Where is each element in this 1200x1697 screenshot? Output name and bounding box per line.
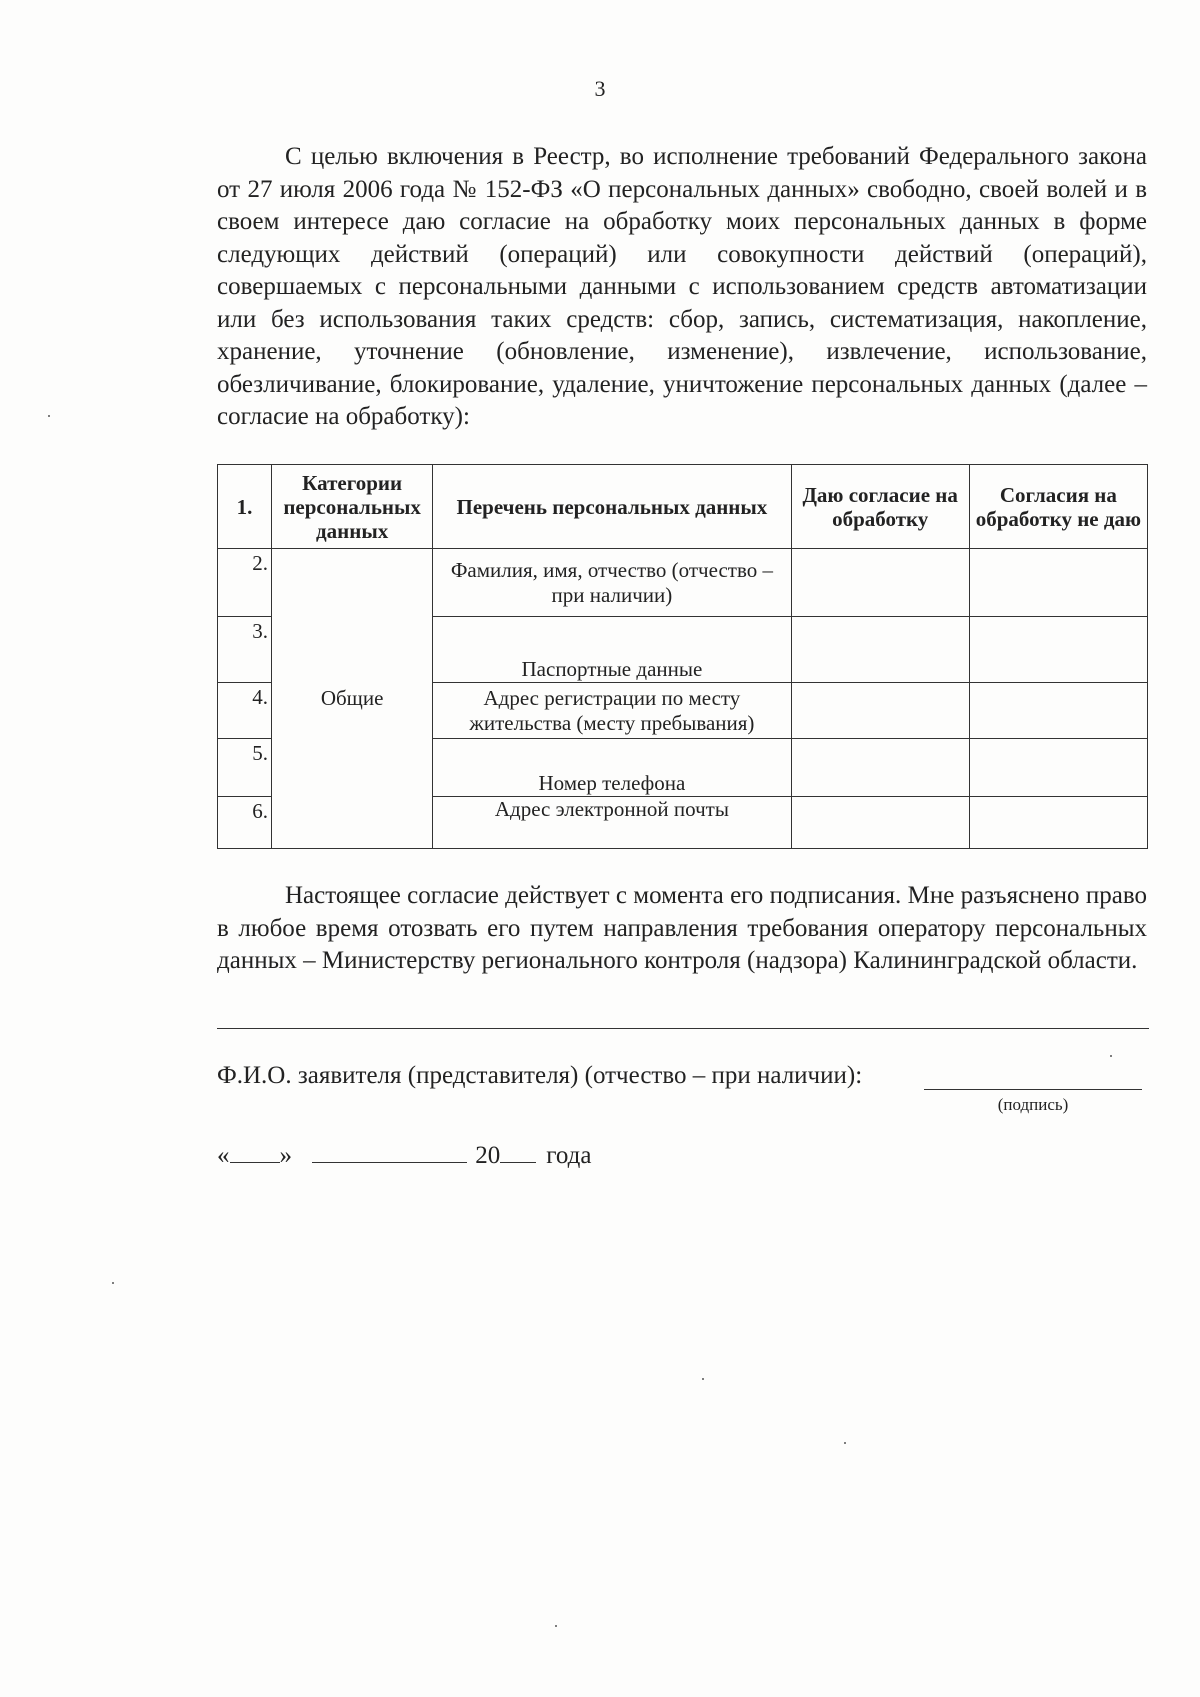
data-item: Фамилия, имя, отчество (отчество – при наличии) — [433, 549, 791, 617]
row-number: 6. — [218, 797, 272, 849]
fio-label: Ф.И.О. заявителя (представителя) (отчество – при наличии): — [217, 1062, 863, 1089]
data-item: Номер телефона — [433, 739, 791, 797]
agree-cell[interactable] — [791, 683, 969, 739]
table-row — [218, 549, 1148, 617]
data-item: Паспортные данные — [433, 617, 791, 683]
header-disagree: Согласия на обработку не даю — [969, 465, 1147, 549]
date-field — [217, 1140, 591, 1170]
category-cell: Общие — [272, 549, 433, 849]
header-num: 1. — [218, 465, 272, 549]
day-blank[interactable] — [230, 1140, 280, 1163]
scan-speck — [48, 415, 50, 417]
closing-paragraph: Настоящее согласие действует с момента его подписания. Мне разъяснено право в любое время отозвать его путем направления требования оператору персональных данных – Министерству регионального контроля (надзора) Калининградской области. — [217, 882, 1147, 974]
year-blank[interactable] — [500, 1140, 536, 1163]
disagree-cell[interactable] — [969, 683, 1147, 739]
page-number: 3 — [594, 76, 606, 101]
disagree-cell[interactable] — [969, 739, 1147, 797]
scan-speck — [702, 1378, 704, 1380]
date-close-quote: » — [279, 1142, 292, 1169]
row-number: 4. — [218, 683, 272, 739]
disagree-cell[interactable] — [969, 797, 1147, 849]
agree-cell[interactable] — [791, 739, 969, 797]
month-blank[interactable] — [312, 1140, 467, 1163]
header-agree: Даю согласие на обработку — [791, 465, 969, 549]
agree-cell[interactable] — [791, 617, 969, 683]
header-list: Перечень персональных данных — [433, 465, 791, 549]
data-item: Адрес регистрации по месту жительства (месту пребывания) — [433, 683, 791, 739]
table-header-row — [218, 465, 1148, 549]
disagree-cell[interactable] — [969, 617, 1147, 683]
signature-caption: (подпись) — [997, 1095, 1069, 1114]
signature-field[interactable] — [924, 1089, 1142, 1090]
scan-speck — [555, 1625, 557, 1627]
disagree-cell[interactable] — [969, 549, 1147, 617]
row-number: 2. — [218, 549, 272, 617]
personal-data-table — [217, 464, 1148, 849]
date-open-quote: « — [217, 1142, 230, 1169]
date-suffix: года — [546, 1142, 592, 1169]
scan-speck — [1110, 1055, 1112, 1057]
intro-paragraph: С целью включения в Реестр, во исполнение требований Федерального закона от 27 июля 2006 года № 152-ФЗ «О персональных данных» свободно, своей волей и в своем интересе даю согласие на обработку моих персональных данных в форме следующих действий (операций) или совокупности действий (операций), совершаемых с персональными данными с использованием средств автоматизации или без использования таких средств: сбор, запись, систематизация, накопление, хранение, уточнение (обновление, изменение), извлечение, использование, обезличивание, блокирование, удаление, уничтожение персональных данных (далее – согласие на обработку): — [217, 143, 1147, 430]
row-number: 5. — [218, 739, 272, 797]
agree-cell[interactable] — [791, 549, 969, 617]
divider-line — [217, 1028, 1149, 1029]
scan-speck — [112, 1282, 114, 1284]
data-item: Адрес электронной почты — [433, 797, 791, 849]
row-number: 3. — [218, 617, 272, 683]
agree-cell[interactable] — [791, 797, 969, 849]
scan-speck — [844, 1442, 846, 1444]
header-category: Категории персональных данных — [272, 465, 433, 549]
date-century: 20 — [475, 1142, 501, 1169]
